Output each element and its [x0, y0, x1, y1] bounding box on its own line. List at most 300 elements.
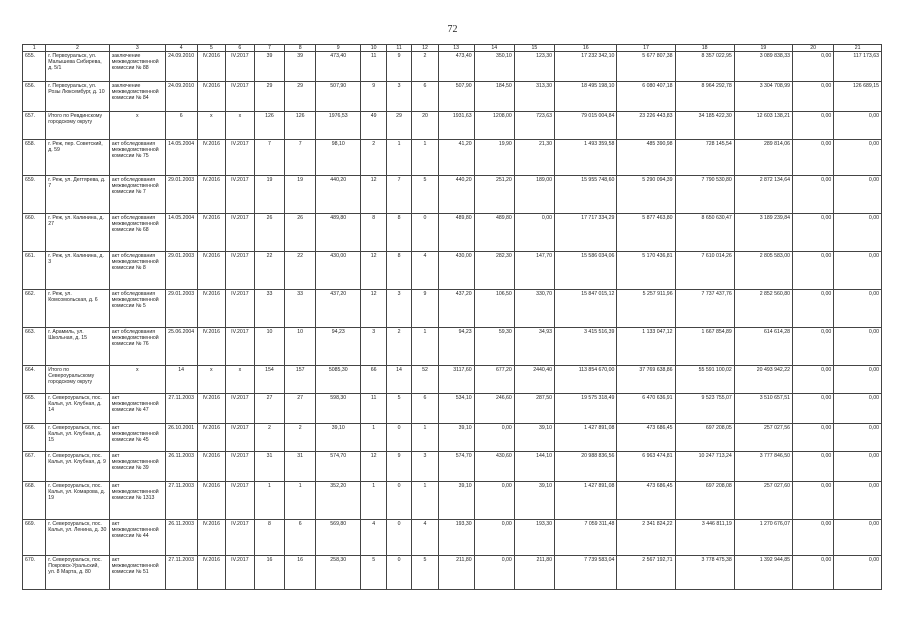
table-cell: 39,10: [514, 424, 554, 452]
table-cell: 6 963 474,81: [617, 452, 675, 482]
table-cell: г. Североуральск, пос. Калья, ул. Клубная, д. 15: [46, 424, 109, 452]
table-cell: акт межведомственной комиссии № 45: [109, 424, 165, 452]
table-cell: 246,60: [474, 394, 514, 424]
table-cell: 437,20: [438, 290, 474, 328]
table-cell: 33: [254, 290, 285, 328]
table-cell: 7 610 014,26: [675, 252, 734, 290]
table-cell: 507,90: [316, 82, 361, 112]
table-cell: IV.2016: [197, 482, 226, 520]
table-cell: IV.2016: [197, 82, 226, 112]
table-cell: 27.11.2003: [165, 394, 197, 424]
table-cell: 29.01.2003: [165, 290, 197, 328]
table-cell: IV.2016: [197, 176, 226, 214]
column-number: 1: [23, 45, 46, 52]
table-cell: 598,30: [316, 394, 361, 424]
table-cell: 667.: [23, 452, 46, 482]
table-cell: 251,20: [474, 176, 514, 214]
table-cell: 29: [285, 82, 316, 112]
table-cell: 9: [386, 52, 411, 82]
table-cell: 14.05.2004: [165, 140, 197, 176]
table-cell: 126 689,15: [834, 82, 882, 112]
table-cell: 0,00: [792, 112, 833, 140]
table-cell: г. Североуральск, пос. Калья, ул. Комарова, д. 19: [46, 482, 109, 520]
table-cell: 12 603 138,21: [734, 112, 792, 140]
table-cell: г. Реж, пер. Советский, д. 59: [46, 140, 109, 176]
table-cell: 26.11.2003: [165, 520, 197, 556]
table-row: [23, 556, 882, 590]
table-cell: 7 737 437,76: [675, 290, 734, 328]
table-cell: 440,20: [438, 176, 474, 214]
table-cell: 34,93: [514, 328, 554, 366]
table-cell: 330,70: [514, 290, 554, 328]
table-cell: 258,30: [316, 556, 361, 590]
table-cell: 350,10: [474, 52, 514, 82]
column-number-row: [23, 45, 882, 52]
table-cell: г. Североуральск, пос. Калья, ул. Клубная, д. 14: [46, 394, 109, 424]
table-row: [23, 140, 882, 176]
table-cell: 6: [165, 112, 197, 140]
table-cell: г. Североуральск, пос. Калья, ул. Клубная, д. 9: [46, 452, 109, 482]
table-cell: IV.2017: [226, 424, 255, 452]
table-cell: 21,30: [514, 140, 554, 176]
table-cell: 0,00: [792, 82, 833, 112]
column-number: 16: [555, 45, 617, 52]
table-cell: 10: [285, 328, 316, 366]
table-row: [23, 452, 882, 482]
table-cell: 12: [361, 452, 386, 482]
table-cell: 473,40: [316, 52, 361, 82]
column-number: 5: [197, 45, 226, 52]
table-cell: 19: [254, 176, 285, 214]
table-cell: x: [226, 112, 255, 140]
table-cell: 98,10: [316, 140, 361, 176]
table-cell: 10: [254, 328, 285, 366]
table-cell: г. Реж, ул. Дегтярева, д. 7: [46, 176, 109, 214]
table-cell: 16: [254, 556, 285, 590]
table-cell: 697 208,08: [675, 482, 734, 520]
table-cell: 1208,00: [474, 112, 514, 140]
table-cell: IV.2017: [226, 520, 255, 556]
table-cell: 15 586 034,06: [555, 252, 617, 290]
table-cell: 52: [412, 366, 438, 394]
table-cell: 12: [361, 176, 386, 214]
table-cell: x: [197, 112, 226, 140]
table-cell: 0: [412, 214, 438, 252]
table-cell: 193,30: [514, 520, 554, 556]
table-cell: 94,23: [316, 328, 361, 366]
table-cell: 5 170 436,81: [617, 252, 675, 290]
table-cell: 3: [386, 290, 411, 328]
table-cell: IV.2017: [226, 328, 255, 366]
table-cell: 5 877 463,80: [617, 214, 675, 252]
table-cell: 3: [361, 328, 386, 366]
table-cell: IV.2017: [226, 290, 255, 328]
table-cell: 2 341 824,22: [617, 520, 675, 556]
table-row: [23, 482, 882, 520]
table-row: [23, 290, 882, 328]
table-cell: 1 270 676,07: [734, 520, 792, 556]
table-cell: 473 686,45: [617, 424, 675, 452]
table-cell: IV.2016: [197, 556, 226, 590]
table-cell: 2 567 192,71: [617, 556, 675, 590]
table-cell: 0,00: [792, 366, 833, 394]
table-cell: 4: [361, 520, 386, 556]
table-cell: 0,00: [792, 520, 833, 556]
table-cell: 106,50: [474, 290, 514, 328]
table-cell: 2: [412, 52, 438, 82]
table-cell: 0,00: [514, 214, 554, 252]
table-cell: 126: [285, 112, 316, 140]
table-cell: 430,60: [474, 452, 514, 482]
table-cell: 287,50: [514, 394, 554, 424]
table-cell: 26.10.2001: [165, 424, 197, 452]
table-cell: г. Североуральск, пос. Калья, ул. Ленина, д. 30: [46, 520, 109, 556]
table-cell: 0,00: [474, 424, 514, 452]
column-number: 13: [438, 45, 474, 52]
table-cell: 1: [412, 328, 438, 366]
column-number: 14: [474, 45, 514, 52]
table-row: [23, 366, 882, 394]
table-cell: 0: [386, 482, 411, 520]
table-cell: 12: [361, 252, 386, 290]
table-cell: 668.: [23, 482, 46, 520]
table-cell: 5: [361, 556, 386, 590]
table-cell: 3: [386, 82, 411, 112]
table-cell: 655.: [23, 52, 46, 82]
table-cell: 569,80: [316, 520, 361, 556]
table-cell: 8 357 022,95: [675, 52, 734, 82]
table-cell: 3: [412, 452, 438, 482]
table-cell: 0,00: [474, 556, 514, 590]
table-cell: заключение межведомственной комиссии № 84: [109, 82, 165, 112]
table-cell: г. Реж, ул. Комсомольская, д. 6: [46, 290, 109, 328]
table-cell: 5085,30: [316, 366, 361, 394]
table-cell: 8: [386, 214, 411, 252]
table-cell: 211,80: [438, 556, 474, 590]
table-cell: 1: [254, 482, 285, 520]
table-cell: 147,70: [514, 252, 554, 290]
column-number: 15: [514, 45, 554, 52]
table-cell: 6 080 407,18: [617, 82, 675, 112]
table-cell: 507,90: [438, 82, 474, 112]
table-cell: 3 510 657,51: [734, 394, 792, 424]
table-cell: 14.05.2004: [165, 214, 197, 252]
table-cell: 0,00: [474, 520, 514, 556]
table-cell: г. Арамиль, ул. Школьная, д. 15: [46, 328, 109, 366]
table-cell: 34 185 422,30: [675, 112, 734, 140]
table-cell: акт межведомственной комиссии № 44: [109, 520, 165, 556]
table-row: [23, 328, 882, 366]
table-cell: 15 847 015,12: [555, 290, 617, 328]
table-cell: 39: [254, 52, 285, 82]
table-cell: 1 392 944,85: [734, 556, 792, 590]
table-cell: 29: [386, 112, 411, 140]
table-cell: 0,00: [792, 452, 833, 482]
table-cell: 2 805 583,00: [734, 252, 792, 290]
table-cell: 697 208,05: [675, 424, 734, 452]
table-cell: 29.01.2003: [165, 176, 197, 214]
table-cell: 7 739 583,04: [555, 556, 617, 590]
table-cell: 3117,60: [438, 366, 474, 394]
table-row: [23, 424, 882, 452]
table-cell: 489,80: [316, 214, 361, 252]
table-cell: 485 390,98: [617, 140, 675, 176]
table-cell: 0: [386, 556, 411, 590]
table-cell: IV.2017: [226, 252, 255, 290]
table-cell: 0,00: [792, 556, 833, 590]
table-cell: 55 591 100,02: [675, 366, 734, 394]
table-cell: 3 446 811,19: [675, 520, 734, 556]
table-cell: 8: [361, 214, 386, 252]
table-cell: 18 495 198,10: [555, 82, 617, 112]
table-cell: 0,00: [792, 252, 833, 290]
table-cell: 7 790 530,80: [675, 176, 734, 214]
table-cell: 1: [412, 424, 438, 452]
table-cell: акт межведомственной комиссии № 39: [109, 452, 165, 482]
table-cell: 430,00: [316, 252, 361, 290]
table-cell: 2 852 560,80: [734, 290, 792, 328]
table-cell: 3 304 708,99: [734, 82, 792, 112]
table-cell: 0: [386, 520, 411, 556]
table-cell: 0,00: [834, 366, 882, 394]
table-cell: IV.2016: [197, 452, 226, 482]
table-cell: IV.2016: [197, 52, 226, 82]
table-cell: 14: [165, 366, 197, 394]
column-number: 10: [361, 45, 386, 52]
table-cell: 8: [254, 520, 285, 556]
table-cell: IV.2017: [226, 482, 255, 520]
table-cell: x: [109, 366, 165, 394]
table-cell: 1: [412, 482, 438, 520]
table-cell: 7 059 311,48: [555, 520, 617, 556]
table-cell: 29.01.2003: [165, 252, 197, 290]
table-cell: 211,80: [514, 556, 554, 590]
table-cell: 27: [254, 394, 285, 424]
table-cell: 14: [386, 366, 411, 394]
table-cell: 8 650 630,47: [675, 214, 734, 252]
table-cell: 670.: [23, 556, 46, 590]
table-cell: IV.2016: [197, 328, 226, 366]
table-cell: 4: [412, 520, 438, 556]
table-cell: 2: [361, 140, 386, 176]
table-row: [23, 394, 882, 424]
table-cell: 184,50: [474, 82, 514, 112]
table-cell: 0,00: [834, 328, 882, 366]
column-number: 8: [285, 45, 316, 52]
table-cell: 9 523 755,07: [675, 394, 734, 424]
table-cell: 5 677 807,38: [617, 52, 675, 82]
table-cell: IV.2016: [197, 290, 226, 328]
table-cell: 430,00: [438, 252, 474, 290]
table-cell: 660.: [23, 214, 46, 252]
table-cell: акт обследования межведомственной комиссии № 75: [109, 140, 165, 176]
table-cell: 257 027,60: [734, 482, 792, 520]
table-cell: 0,00: [792, 52, 833, 82]
table-cell: 723,63: [514, 112, 554, 140]
page-number: 72: [447, 24, 458, 35]
table-cell: 0,00: [834, 482, 882, 520]
table-cell: г. Первоуральск, ул. Малышева Сибирева, д. 5/1: [46, 52, 109, 82]
table-cell: IV.2016: [197, 214, 226, 252]
table-cell: 1976,53: [316, 112, 361, 140]
table-cell: 6: [412, 82, 438, 112]
table-cell: 0,00: [792, 424, 833, 452]
table-cell: IV.2017: [226, 82, 255, 112]
table-cell: 1: [285, 482, 316, 520]
table-cell: IV.2016: [197, 394, 226, 424]
table-cell: 20 988 836,56: [555, 452, 617, 482]
table-cell: 39,10: [316, 424, 361, 452]
table-cell: 1: [412, 140, 438, 176]
table-cell: x: [109, 112, 165, 140]
table-row: [23, 520, 882, 556]
table-cell: 665.: [23, 394, 46, 424]
table-cell: 0,00: [834, 424, 882, 452]
table-cell: 3 089 838,33: [734, 52, 792, 82]
table-cell: 12: [361, 290, 386, 328]
table-cell: 0,00: [792, 328, 833, 366]
table-cell: 3 189 239,84: [734, 214, 792, 252]
table-cell: 669.: [23, 520, 46, 556]
table-cell: 27.11.2003: [165, 556, 197, 590]
table-cell: 473 686,45: [617, 482, 675, 520]
table-cell: 282,30: [474, 252, 514, 290]
table-cell: г. Реж, ул. Калинина, д. 3: [46, 252, 109, 290]
column-number: 12: [412, 45, 438, 52]
table-cell: 0,00: [834, 252, 882, 290]
column-number: 20: [792, 45, 833, 52]
table-cell: IV.2017: [226, 556, 255, 590]
table-cell: 489,80: [474, 214, 514, 252]
table-cell: 0,00: [792, 176, 833, 214]
table-cell: Итого по Североуральскому городскому округу: [46, 366, 109, 394]
table-cell: 126: [254, 112, 285, 140]
table-cell: 2440,40: [514, 366, 554, 394]
table-cell: 117 173,63: [834, 52, 882, 82]
table-cell: 39: [285, 52, 316, 82]
table-cell: 29: [254, 82, 285, 112]
table-cell: 20: [412, 112, 438, 140]
table-cell: 41,20: [438, 140, 474, 176]
table-cell: 123,30: [514, 52, 554, 82]
table-cell: 289 814,06: [734, 140, 792, 176]
table-cell: 1931,63: [438, 112, 474, 140]
table-cell: 11: [361, 52, 386, 82]
table-cell: 3 777 846,50: [734, 452, 792, 482]
table-cell: IV.2017: [226, 52, 255, 82]
table-cell: 19: [285, 176, 316, 214]
column-number: 2: [46, 45, 109, 52]
table-cell: 0,00: [834, 556, 882, 590]
table-cell: 666.: [23, 424, 46, 452]
table-cell: 144,10: [514, 452, 554, 482]
table-cell: IV.2017: [226, 394, 255, 424]
column-number: 6: [226, 45, 255, 52]
table-cell: IV.2017: [226, 214, 255, 252]
table-cell: 7: [254, 140, 285, 176]
table-cell: 6 470 636,91: [617, 394, 675, 424]
table-cell: x: [197, 366, 226, 394]
table-row: [23, 176, 882, 214]
table-cell: 39,10: [438, 424, 474, 452]
column-number: 11: [386, 45, 411, 52]
table-cell: 2: [386, 328, 411, 366]
table-cell: 7: [285, 140, 316, 176]
table-cell: 20 493 942,22: [734, 366, 792, 394]
table-cell: 26: [285, 214, 316, 252]
table-cell: 9: [361, 82, 386, 112]
table-cell: 1 133 047,12: [617, 328, 675, 366]
table-cell: 2: [285, 424, 316, 452]
table-cell: 663.: [23, 328, 46, 366]
table-cell: 313,30: [514, 82, 554, 112]
table-cell: 0,00: [834, 214, 882, 252]
table-cell: 37 769 638,86: [617, 366, 675, 394]
table-cell: 19 575 318,49: [555, 394, 617, 424]
table-cell: 24.09.2010: [165, 52, 197, 82]
table-cell: акт межведомственной комиссии № 51: [109, 556, 165, 590]
table-cell: 49: [361, 112, 386, 140]
table-cell: 113 854 670,00: [555, 366, 617, 394]
table-cell: 0,00: [834, 452, 882, 482]
table-cell: 22: [285, 252, 316, 290]
table-cell: 664.: [23, 366, 46, 394]
table-cell: 39,10: [514, 482, 554, 520]
table-cell: 27.11.2003: [165, 482, 197, 520]
table-cell: 5: [412, 176, 438, 214]
table-cell: 437,20: [316, 290, 361, 328]
table-cell: 0,00: [834, 394, 882, 424]
table-cell: 656.: [23, 82, 46, 112]
table-cell: 33: [285, 290, 316, 328]
table-cell: 7: [386, 176, 411, 214]
housing-register-table: [22, 44, 882, 590]
table-cell: 0,00: [834, 112, 882, 140]
table-cell: 657.: [23, 112, 46, 140]
table-cell: 5: [386, 394, 411, 424]
table-cell: 2 872 134,64: [734, 176, 792, 214]
table-cell: IV.2017: [226, 452, 255, 482]
table-cell: 94,23: [438, 328, 474, 366]
table-cell: 5 290 094,39: [617, 176, 675, 214]
table-cell: 1 427 891,08: [555, 482, 617, 520]
table-cell: IV.2016: [197, 520, 226, 556]
table-cell: г. Реж, ул. Калинина, д. 27: [46, 214, 109, 252]
table-cell: 1: [386, 140, 411, 176]
table-cell: 4: [412, 252, 438, 290]
table-cell: 16: [285, 556, 316, 590]
table-cell: 1: [361, 482, 386, 520]
table-cell: 534,10: [438, 394, 474, 424]
table-cell: 662.: [23, 290, 46, 328]
table-cell: 9: [412, 290, 438, 328]
table-cell: 574,70: [316, 452, 361, 482]
table-cell: 574,70: [438, 452, 474, 482]
table-cell: 189,00: [514, 176, 554, 214]
table-cell: 489,80: [438, 214, 474, 252]
table-cell: 473,40: [438, 52, 474, 82]
table-cell: 193,30: [438, 520, 474, 556]
table-cell: 3 778 475,38: [675, 556, 734, 590]
table-cell: 24.09.2010: [165, 82, 197, 112]
table-cell: 19,90: [474, 140, 514, 176]
table-cell: 23 226 443,83: [617, 112, 675, 140]
table-cell: 17 232 342,10: [555, 52, 617, 82]
table-cell: 0: [386, 424, 411, 452]
table-cell: 8 964 292,78: [675, 82, 734, 112]
table-row: [23, 252, 882, 290]
table-cell: IV.2017: [226, 176, 255, 214]
